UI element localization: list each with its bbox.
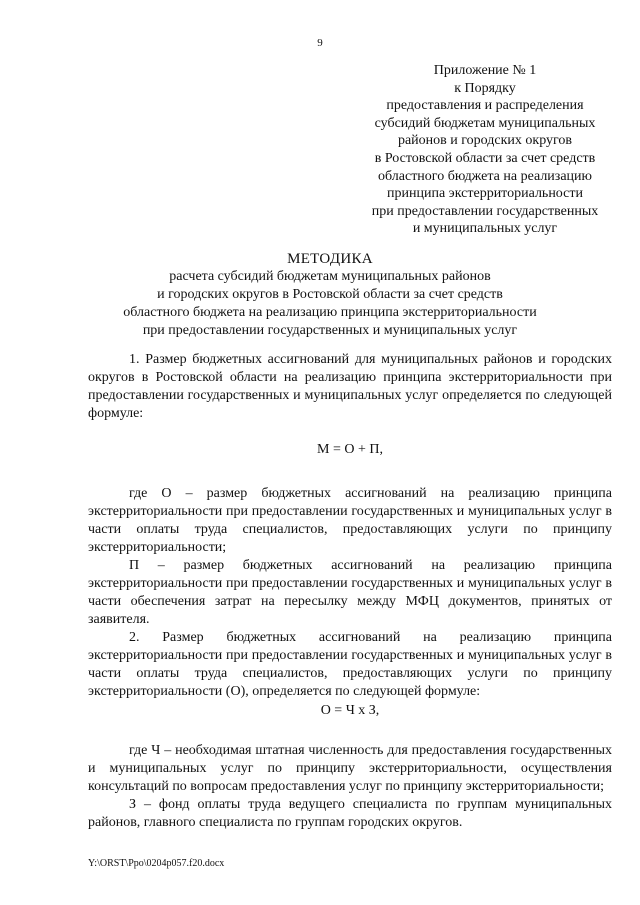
definition-o: где О – размер бюджетных ассигнований на реализацию принципа экстерриториальности при предоставлении государственных и муниципальных услуг в части оплаты труда специалистов, предоставляющих услуги по принципу экстерриториальности; <box>88 486 612 555</box>
section-2-paragraph <box>88 629 612 701</box>
appendix-line: при предоставлении государственных <box>371 203 599 219</box>
paragraph-2: 2. Размер бюджетных ассигнований на реализацию принципа экстерриториальности при предоставлении государственных и муниципальных услуг в части оплаты труда специалистов, предоставляющих услуги по принципу экстерриториальности (О), определяется по следующей формуле: <box>88 630 612 699</box>
title-line: областного бюджета на реализацию принципа экстерриториальности <box>123 305 537 320</box>
title-line: расчета субсидий бюджетам муниципальных районов <box>169 269 491 284</box>
definition-ch: где Ч – необходимая штатная численность для предоставления государственных и муниципальных услуг по принципу экстерриториальности, осуществления консультаций по вопросам предоставления услуг по принципу экстерриториальности; <box>88 743 612 794</box>
appendix-line: субсидий бюджетам муниципальных <box>374 115 596 131</box>
title-line: и городских округов в Ростовской области за счет средств <box>157 287 503 302</box>
formula-m: М = О + П, <box>317 442 383 457</box>
appendix-line: областного бюджета на реализацию <box>378 168 592 184</box>
definition-p: П – размер бюджетных ассигнований на реализацию принципа экстерриториальности при предоставлении государственных и муниципальных услуг в части обеспечения затрат на пересылку между МФЦ документов, принятых от заявителя. <box>88 558 612 627</box>
page-number: 9 <box>317 37 323 49</box>
appendix-line: к Порядку <box>454 80 516 96</box>
appendix-header <box>330 62 640 238</box>
section-1-definitions <box>88 485 612 629</box>
file-path-footer: Y:\ORST\Ppo\0204p057.f20.docx <box>88 858 225 869</box>
appendix-line: и муниципальных услуг <box>412 221 558 237</box>
appendix-line: районов и городских округов <box>397 133 573 149</box>
appendix-line: предоставления и распределения <box>386 98 584 114</box>
formula-o: О = Ч х З, <box>320 703 380 718</box>
section-2-definitions <box>88 742 612 832</box>
appendix-line: в Ростовской области за счет средств <box>374 150 596 166</box>
title-line: при предоставлении государственных и муниципальных услуг <box>142 323 518 338</box>
section-1-paragraph <box>88 351 612 423</box>
paragraph-1: 1. Размер бюджетных ассигнований для муниципальных районов и городских округов в Ростовской области на реализацию принципа экстерриториальности при предоставлении государственных и муниципальных услуг определяется по следующей формуле: <box>88 352 612 421</box>
appendix-line: Приложение № 1 <box>433 63 537 78</box>
appendix-line: принципа экстерриториальности <box>387 186 583 202</box>
definition-z: З – фонд оплаты труда ведущего специалиста по группам муниципальных районов, главного специалиста по группам городских округов. <box>88 797 612 830</box>
document-title <box>60 250 600 340</box>
title-main: МЕТОДИКА <box>287 251 373 267</box>
